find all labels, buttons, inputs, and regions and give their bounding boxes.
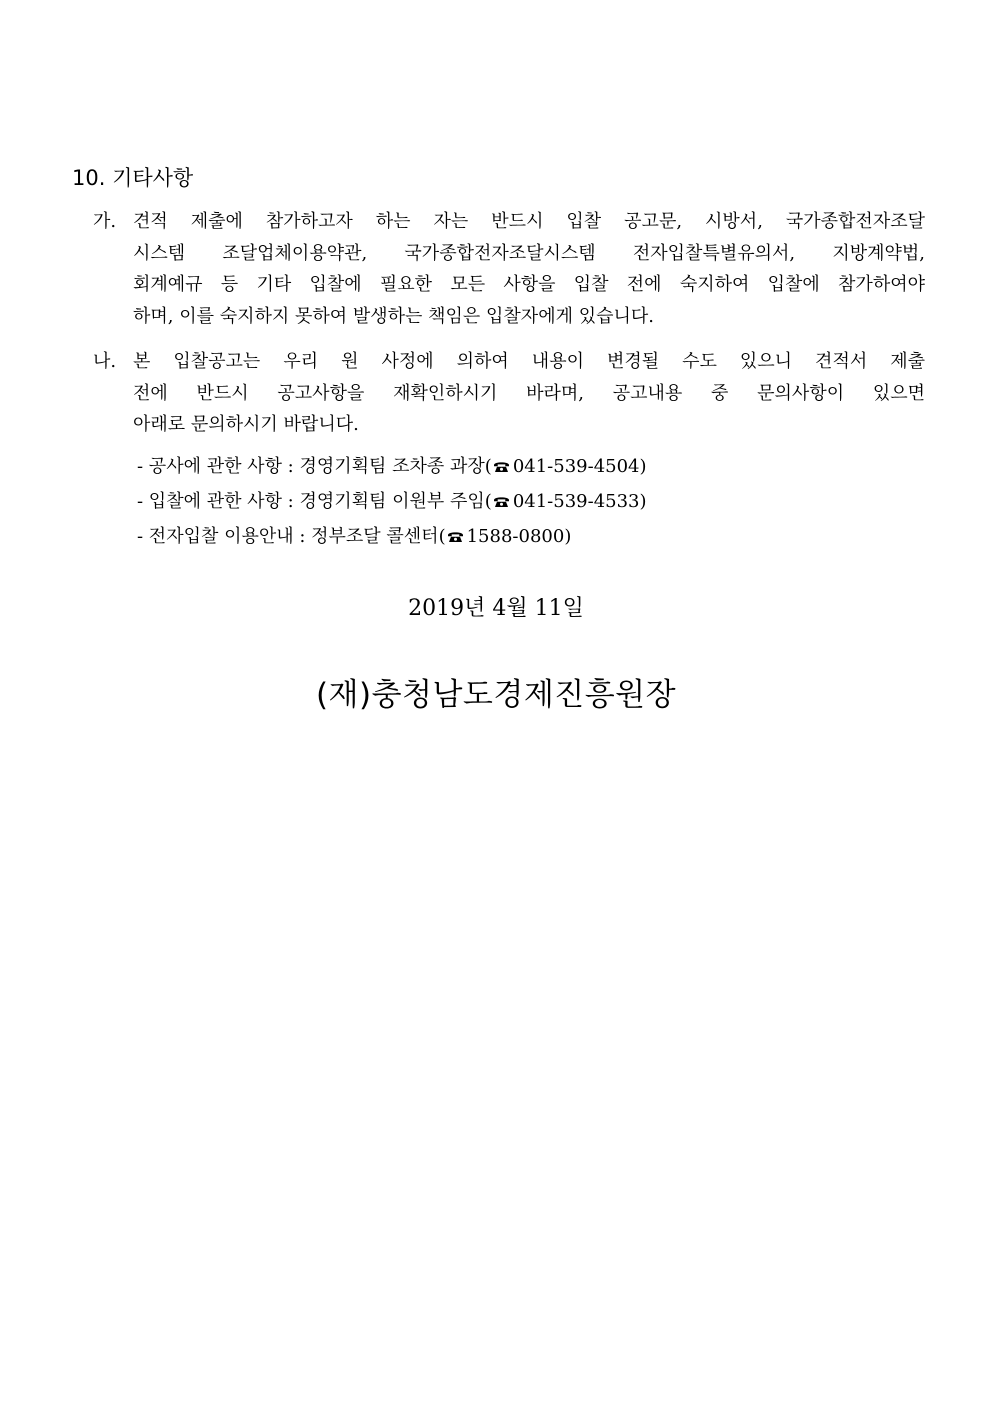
contact-phone: 1588-0800 bbox=[466, 526, 565, 547]
contact-label: - 전자입찰 이용안내 : 정부조달 콜센터( bbox=[137, 526, 446, 547]
contact-suffix: ) bbox=[639, 456, 647, 477]
contact-row-e-bidding bbox=[137, 519, 647, 554]
item-line: 하며, 이를 숙지하지 못하여 발생하는 책임은 입찰자에게 있습니다. bbox=[133, 305, 654, 327]
contact-phone: 041-539-4504 bbox=[512, 456, 640, 477]
phone-icon bbox=[447, 530, 464, 543]
contact-row-construction bbox=[137, 449, 647, 484]
contact-suffix: ) bbox=[564, 526, 572, 547]
contact-label: - 입찰에 관한 사항 : 경영기획팀 이원부 주임( bbox=[137, 491, 492, 512]
contact-row-bidding bbox=[137, 484, 647, 519]
phone-icon bbox=[493, 460, 510, 473]
item-body bbox=[133, 206, 925, 332]
item-body bbox=[133, 346, 925, 441]
notice-date: 2019년 4월 11일 bbox=[408, 596, 584, 621]
item-line: 아래로 문의하시기 바랍니다. bbox=[133, 414, 359, 435]
item-line: 견적 제출에 참가하고자 하는 자는 반드시 입찰 공고문, 시방서, 국가종합전자조달 bbox=[133, 211, 925, 232]
item-marker: 가. bbox=[93, 211, 117, 232]
contact-phone: 041-539-4533 bbox=[512, 491, 640, 512]
notice-item-na bbox=[93, 346, 925, 441]
contact-suffix: ) bbox=[639, 491, 647, 512]
item-marker: 나. bbox=[93, 351, 117, 372]
contact-list bbox=[137, 449, 647, 554]
item-line: 본 입찰공고는 우리 원 사정에 의하여 내용이 변경될 수도 있으니 견적서 제출 bbox=[133, 351, 925, 372]
contact-label: - 공사에 관한 사항 : 경영기획팀 조차종 과장( bbox=[137, 456, 492, 477]
item-line: 시스템 조달업체이용약관, 국가종합전자조달시스템 전자입찰특별유의서, 지방계약법, bbox=[133, 242, 925, 264]
phone-icon bbox=[493, 495, 510, 508]
item-line: 전에 반드시 공고사항을 재확인하시기 바라며, 공고내용 중 문의사항이 있으면 bbox=[133, 382, 925, 404]
item-line: 회계예규 등 기타 입찰에 필요한 모든 사항을 입찰 전에 숙지하여 입찰에 참가하여야 bbox=[133, 274, 925, 295]
notice-item-ga bbox=[93, 206, 925, 332]
section-heading: 10. 기타사항 bbox=[72, 166, 194, 190]
issuer-name: (재)충청남도경제진흥원장 bbox=[315, 677, 677, 713]
